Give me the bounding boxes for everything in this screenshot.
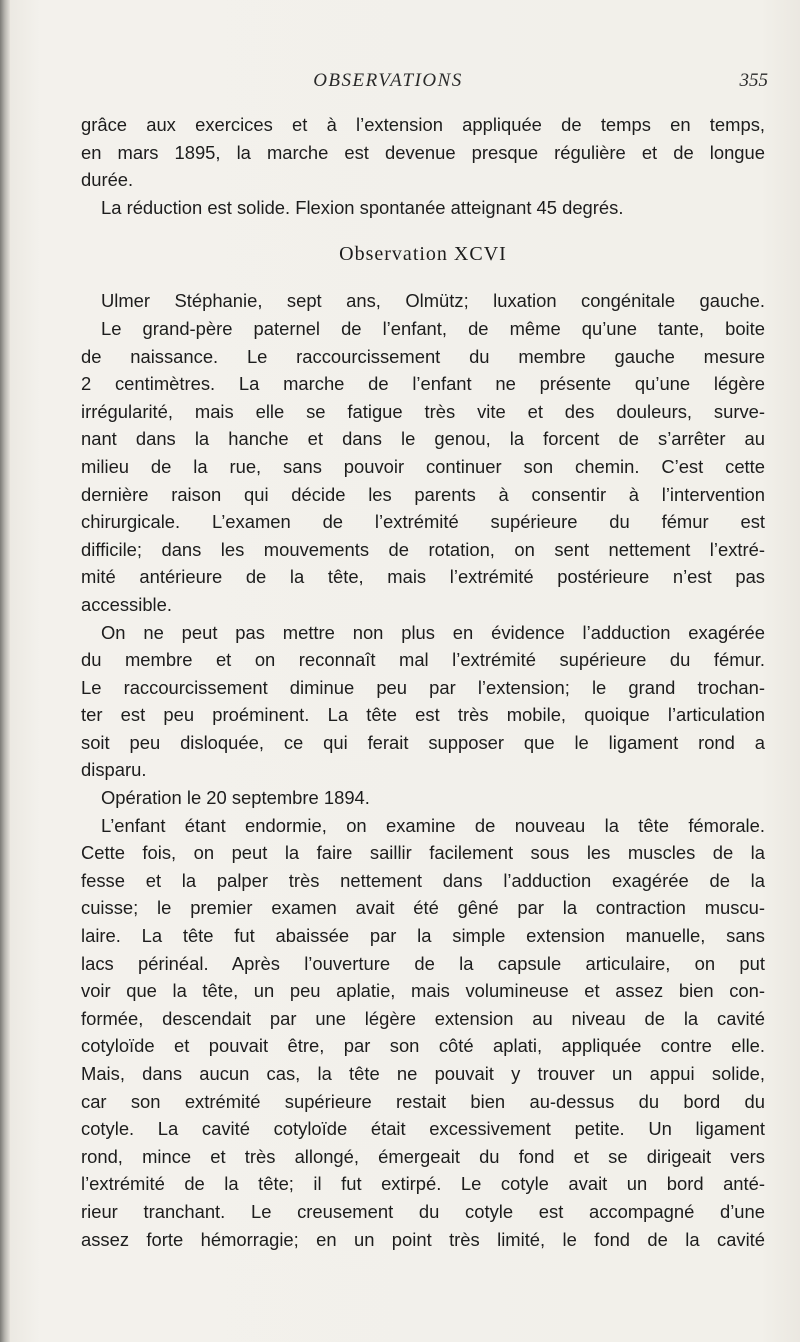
text-line: grâce aux exercices et à l’extension appliquée de temps en temps, bbox=[81, 114, 765, 135]
text-line: dernière raison qui décide les parents à consentir à l’intervention bbox=[81, 483, 765, 505]
page-number: 355 bbox=[739, 70, 768, 91]
text-line: irrégularité, mais elle se fatigue très vite et des douleurs, surve- bbox=[81, 400, 765, 422]
text-line: laire. La tête fut abaissée par la simple extension manuelle, sans bbox=[81, 925, 765, 947]
text-line: du membre et on reconnaît mal l’extrémité supérieure du fémur. bbox=[81, 649, 765, 671]
running-title: OBSERVATIONS bbox=[313, 70, 463, 91]
page-header bbox=[68, 70, 768, 100]
text-line: durée. bbox=[81, 169, 134, 191]
text-line: cotyloïde et pouvait être, par son côté aplati, appliquée contre elle. bbox=[81, 1035, 765, 1057]
text-line: cuisse; le premier examen avait été gêné par la contraction muscu- bbox=[81, 897, 765, 919]
text-line: en mars 1895, la marche est devenue presque régulière et de longue bbox=[81, 141, 765, 163]
text-line: 2 centimètres. La marche de l’enfant ne présente qu’une légère bbox=[81, 373, 765, 395]
text-line: de naissance. Le raccourcissement du membre gauche mesure bbox=[81, 345, 765, 367]
text-line: difficile; dans les mouvements de rotation, on sent nettement l’extré- bbox=[81, 538, 765, 560]
text-line: Ulmer Stéphanie, sept ans, Olmütz; luxation congénitale gauche. bbox=[101, 290, 765, 312]
text-line: soit peu disloquée, ce qui ferait supposer que le ligament rond a bbox=[81, 731, 765, 753]
text-line: assez forte hémorragie; en un point très limité, le fond de la cavité bbox=[81, 1228, 765, 1250]
text-line: voir que la tête, un peu aplatie, mais volumineuse et assez bien con- bbox=[81, 980, 765, 1002]
text-line: mité antérieure de la tête, mais l’extrémité postérieure n’est pas bbox=[81, 566, 765, 588]
text-line: disparu. bbox=[81, 759, 147, 781]
text-line: Le raccourcissement diminue peu par l’extension; le grand trochan- bbox=[81, 676, 765, 698]
text-line: cotyle. La cavité cotyloïde était excessivement petite. Un ligament bbox=[81, 1118, 765, 1140]
observation-title: Observation XCVI bbox=[339, 243, 507, 266]
text-line: rieur tranchant. Le creusement du cotyle est accompagné d’une bbox=[81, 1200, 765, 1222]
text-line: milieu de la rue, sans pouvoir continuer son chemin. C’est cette bbox=[81, 455, 765, 477]
text-line: formée, descendait par une légère extension au niveau de la cavité bbox=[81, 1007, 765, 1029]
text-line: ter est peu proéminent. La tête est très mobile, quoique l’articulation bbox=[81, 704, 765, 726]
text-line: accessible. bbox=[81, 593, 172, 615]
text-line: chirurgicale. L’examen de l’extrémité supérieure du fémur est bbox=[81, 511, 765, 533]
text-line: Opération le 20 septembre 1894. bbox=[101, 787, 370, 809]
text-line: car son extrémité supérieure restait bien au-dessus du bord du bbox=[81, 1090, 765, 1112]
text-line: l’extrémité de la tête; il fut extirpé. Le cotyle avait un bord anté- bbox=[81, 1173, 765, 1195]
text-line: fesse et la palper très nettement dans l’adduction exagérée de la bbox=[81, 869, 765, 891]
text-line: Cette fois, on peut la faire saillir facilement sous les muscles de la bbox=[81, 842, 765, 864]
text-line: L’enfant étant endormie, on examine de nouveau la tête fémorale. bbox=[101, 814, 765, 836]
text-line: nant dans la hanche et dans le genou, la forcent de s’arrêter au bbox=[81, 428, 765, 450]
text-line: On ne peut pas mettre non plus en évidence l’adduction exagérée bbox=[101, 621, 765, 643]
text-line: Le grand-père paternel de l’enfant, de même qu’une tante, boite bbox=[101, 317, 765, 339]
text-line: rond, mince et très allongé, émergeait du fond et se dirigeait vers bbox=[81, 1145, 765, 1167]
text-line: Mais, dans aucun cas, la tête ne pouvait y trouver un appui solide, bbox=[81, 1063, 765, 1084]
text-line: La réduction est solide. Flexion spontanée atteignant 45 degrés. bbox=[101, 196, 624, 218]
text-line: lacs périnéal. Après l’ouverture de la capsule articulaire, on put bbox=[81, 952, 765, 974]
page-body bbox=[81, 111, 765, 1253]
page-binding-edge bbox=[0, 0, 10, 1342]
